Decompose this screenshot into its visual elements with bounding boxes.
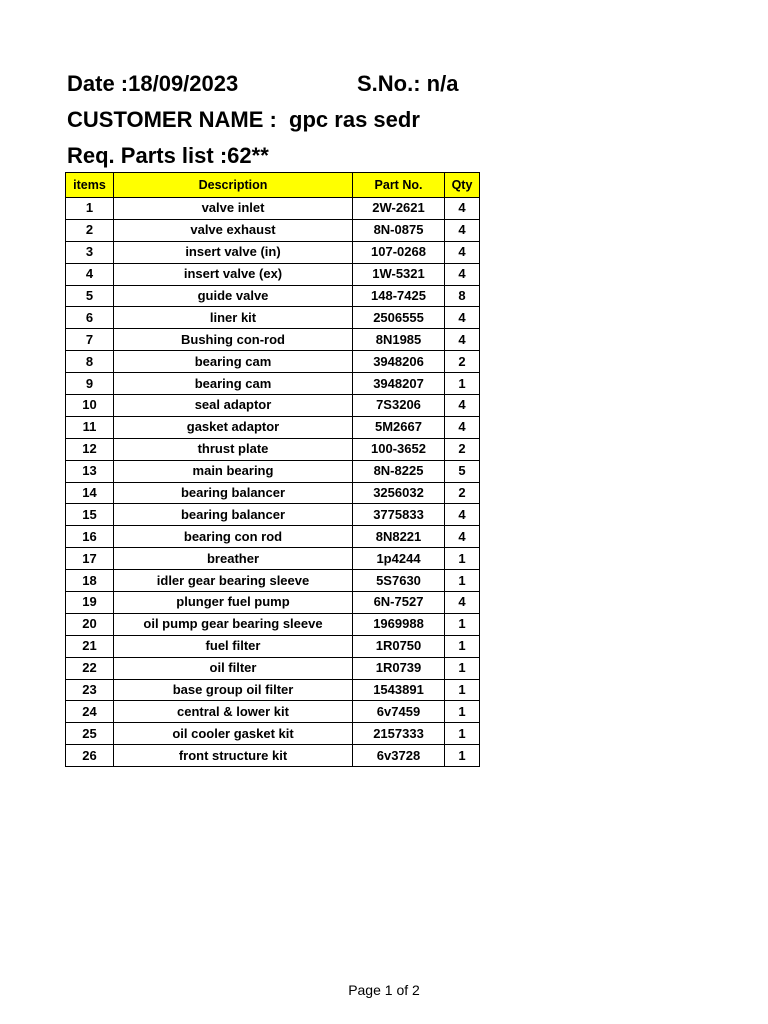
table-row bbox=[66, 548, 480, 570]
request-title: Req. Parts list :62** bbox=[67, 143, 269, 168]
table-header-row bbox=[66, 173, 480, 198]
column-header-description: Description bbox=[114, 173, 353, 198]
part-number-cell: 100-3652 bbox=[353, 438, 445, 460]
table-row bbox=[66, 679, 480, 701]
qty-cell: 4 bbox=[445, 307, 480, 329]
part-number-cell: 8N-0875 bbox=[353, 219, 445, 241]
table-row bbox=[66, 373, 480, 395]
part-number-cell: 8N8221 bbox=[353, 526, 445, 548]
part-number-cell: 1p4244 bbox=[353, 548, 445, 570]
table-row bbox=[66, 219, 480, 241]
table-row bbox=[66, 438, 480, 460]
item-number-cell: 6 bbox=[66, 307, 114, 329]
part-number-cell: 1R0750 bbox=[353, 635, 445, 657]
customer-name: CUSTOMER NAME : gpc ras sedr bbox=[67, 107, 420, 132]
part-number-cell: 3775833 bbox=[353, 504, 445, 526]
item-number-cell: 16 bbox=[66, 526, 114, 548]
item-number-cell: 4 bbox=[66, 263, 114, 285]
table-row bbox=[66, 329, 480, 351]
description-cell: valve exhaust bbox=[114, 219, 353, 241]
item-number-cell: 8 bbox=[66, 351, 114, 373]
qty-cell: 1 bbox=[445, 613, 480, 635]
qty-cell: 4 bbox=[445, 263, 480, 285]
qty-cell: 4 bbox=[445, 504, 480, 526]
item-number-cell: 10 bbox=[66, 395, 114, 417]
item-number-cell: 15 bbox=[66, 504, 114, 526]
part-number-cell: 7S3206 bbox=[353, 395, 445, 417]
document-date: Date :18/09/2023 bbox=[67, 71, 239, 96]
page-number: Page 1 of 2 bbox=[348, 982, 420, 998]
description-cell: bearing cam bbox=[114, 373, 353, 395]
item-number-cell: 2 bbox=[66, 219, 114, 241]
qty-cell: 4 bbox=[445, 241, 480, 263]
qty-cell: 4 bbox=[445, 592, 480, 614]
qty-cell: 4 bbox=[445, 198, 480, 220]
table-row bbox=[66, 613, 480, 635]
table-row bbox=[66, 351, 480, 373]
description-cell: breather bbox=[114, 548, 353, 570]
description-cell: guide valve bbox=[114, 285, 353, 307]
description-cell: oil cooler gasket kit bbox=[114, 723, 353, 745]
description-cell: main bearing bbox=[114, 460, 353, 482]
part-number-cell: 107-0268 bbox=[353, 241, 445, 263]
table-row bbox=[66, 263, 480, 285]
part-number-cell: 3948207 bbox=[353, 373, 445, 395]
description-cell: insert valve (in) bbox=[114, 241, 353, 263]
item-number-cell: 25 bbox=[66, 723, 114, 745]
description-cell: thrust plate bbox=[114, 438, 353, 460]
qty-cell: 5 bbox=[445, 460, 480, 482]
item-number-cell: 18 bbox=[66, 570, 114, 592]
column-header-part-no: Part No. bbox=[353, 173, 445, 198]
table-row bbox=[66, 570, 480, 592]
part-number-cell: 1R0739 bbox=[353, 657, 445, 679]
qty-cell: 4 bbox=[445, 526, 480, 548]
qty-cell: 1 bbox=[445, 701, 480, 723]
table-row bbox=[66, 526, 480, 548]
parts-table bbox=[65, 172, 480, 767]
part-number-cell: 1W-5321 bbox=[353, 263, 445, 285]
description-cell: base group oil filter bbox=[114, 679, 353, 701]
item-number-cell: 20 bbox=[66, 613, 114, 635]
qty-cell: 1 bbox=[445, 635, 480, 657]
serial-number: S.No.: n/a bbox=[357, 71, 459, 96]
description-cell: bearing con rod bbox=[114, 526, 353, 548]
part-number-cell: 3948206 bbox=[353, 351, 445, 373]
description-cell: bearing cam bbox=[114, 351, 353, 373]
description-cell: idler gear bearing sleeve bbox=[114, 570, 353, 592]
table-row bbox=[66, 504, 480, 526]
part-number-cell: 6v7459 bbox=[353, 701, 445, 723]
item-number-cell: 23 bbox=[66, 679, 114, 701]
description-cell: bearing balancer bbox=[114, 504, 353, 526]
item-number-cell: 21 bbox=[66, 635, 114, 657]
part-number-cell: 5M2667 bbox=[353, 416, 445, 438]
description-cell: seal adaptor bbox=[114, 395, 353, 417]
description-cell: oil pump gear bearing sleeve bbox=[114, 613, 353, 635]
part-number-cell: 8N-8225 bbox=[353, 460, 445, 482]
column-header-qty: Qty bbox=[445, 173, 480, 198]
part-number-cell: 1543891 bbox=[353, 679, 445, 701]
table-row bbox=[66, 745, 480, 767]
item-number-cell: 9 bbox=[66, 373, 114, 395]
table-row bbox=[66, 701, 480, 723]
qty-cell: 4 bbox=[445, 329, 480, 351]
part-number-cell: 6v3728 bbox=[353, 745, 445, 767]
part-number-cell: 6N-7527 bbox=[353, 592, 445, 614]
table-row bbox=[66, 416, 480, 438]
item-number-cell: 26 bbox=[66, 745, 114, 767]
part-number-cell: 2W-2621 bbox=[353, 198, 445, 220]
qty-cell: 1 bbox=[445, 723, 480, 745]
part-number-cell: 1969988 bbox=[353, 613, 445, 635]
item-number-cell: 3 bbox=[66, 241, 114, 263]
description-cell: liner kit bbox=[114, 307, 353, 329]
table-row bbox=[66, 241, 480, 263]
item-number-cell: 14 bbox=[66, 482, 114, 504]
description-cell: valve inlet bbox=[114, 198, 353, 220]
item-number-cell: 12 bbox=[66, 438, 114, 460]
item-number-cell: 17 bbox=[66, 548, 114, 570]
item-number-cell: 24 bbox=[66, 701, 114, 723]
item-number-cell: 5 bbox=[66, 285, 114, 307]
description-cell: central & lower kit bbox=[114, 701, 353, 723]
table-row bbox=[66, 307, 480, 329]
qty-cell: 2 bbox=[445, 438, 480, 460]
qty-cell: 2 bbox=[445, 482, 480, 504]
table-row bbox=[66, 460, 480, 482]
table-body bbox=[66, 198, 480, 767]
qty-cell: 4 bbox=[445, 219, 480, 241]
table-row bbox=[66, 657, 480, 679]
part-number-cell: 3256032 bbox=[353, 482, 445, 504]
column-header-items: items bbox=[66, 173, 114, 198]
part-number-cell: 148-7425 bbox=[353, 285, 445, 307]
item-number-cell: 13 bbox=[66, 460, 114, 482]
description-cell: bearing balancer bbox=[114, 482, 353, 504]
qty-cell: 8 bbox=[445, 285, 480, 307]
table-row bbox=[66, 285, 480, 307]
part-number-cell: 2157333 bbox=[353, 723, 445, 745]
table-row bbox=[66, 592, 480, 614]
description-cell: fuel filter bbox=[114, 635, 353, 657]
table-row bbox=[66, 635, 480, 657]
table-row bbox=[66, 395, 480, 417]
qty-cell: 4 bbox=[445, 416, 480, 438]
qty-cell: 1 bbox=[445, 657, 480, 679]
description-cell: Bushing con-rod bbox=[114, 329, 353, 351]
item-number-cell: 11 bbox=[66, 416, 114, 438]
description-cell: insert valve (ex) bbox=[114, 263, 353, 285]
item-number-cell: 7 bbox=[66, 329, 114, 351]
item-number-cell: 1 bbox=[66, 198, 114, 220]
part-number-cell: 8N1985 bbox=[353, 329, 445, 351]
table-row bbox=[66, 723, 480, 745]
item-number-cell: 22 bbox=[66, 657, 114, 679]
description-cell: oil filter bbox=[114, 657, 353, 679]
description-cell: plunger fuel pump bbox=[114, 592, 353, 614]
table-row bbox=[66, 198, 480, 220]
part-number-cell: 5S7630 bbox=[353, 570, 445, 592]
qty-cell: 1 bbox=[445, 745, 480, 767]
qty-cell: 4 bbox=[445, 395, 480, 417]
qty-cell: 2 bbox=[445, 351, 480, 373]
qty-cell: 1 bbox=[445, 570, 480, 592]
qty-cell: 1 bbox=[445, 679, 480, 701]
part-number-cell: 2506555 bbox=[353, 307, 445, 329]
description-cell: front structure kit bbox=[114, 745, 353, 767]
item-number-cell: 19 bbox=[66, 592, 114, 614]
qty-cell: 1 bbox=[445, 548, 480, 570]
table-row bbox=[66, 482, 480, 504]
description-cell: gasket adaptor bbox=[114, 416, 353, 438]
qty-cell: 1 bbox=[445, 373, 480, 395]
